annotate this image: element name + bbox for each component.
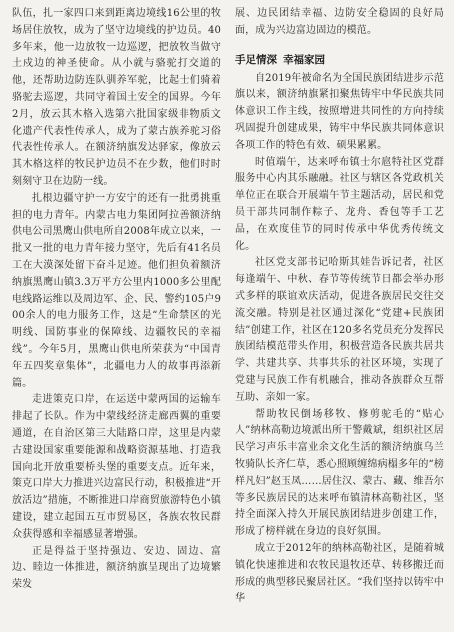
left-paragraph-4: 正是得益于坚持强边、安边、固边、富边、睦边一体推进，额济纳旗呈现出了边境繁荣发 xyxy=(12,545,221,591)
right-paragraph-5: 帮助牧民倒场移牧、修剪驼毛的“贴心人”纳林高勒边境派出所干警戴斌，组织社区居民学习声乐丰富业余文化生活的额济纳旗乌兰牧骑队长齐仁草，悉心照顾缠绵病榻多年的“榜样凡妇”赵玉凤……居住汉、蒙古、藏、维吾尔等多民族居民的达来呼布镇清林高勒社区，坚持全面深入持久开展民族团结进步创建工作，形成了榜样就在身边的良好氛围。 xyxy=(235,408,444,538)
right-paragraph-6: 成立于2012年的纳林高勒社区，是随着城镇化快速推进和农牧民退牧还草、转移搬迁而形成的典型移民聚居社区。“我们坚持以铸牢中华 xyxy=(235,542,444,605)
right-paragraph-4: 社区党支部书记哈斯其娃告诉记者，社区每逢端午、中秋、春节等传统节日都会举办形式多样的联谊欢庆活动，促进各族居民交往交流交融。特别是社区通过深化“党建+民族团结”创建工作，社区在120多名党员充分发挥民族团结模范带头作用，积极营造各民族共居共学、共建共享、共事共乐的社区环境，实现了党建与民族工作有机融合，推动各族群众互帮互助、亲如一家。 xyxy=(235,257,444,403)
left-paragraph-1: 队伍，扎一家四口来到距离边境线16公里的牧场居住放牧，成为了坚守边境线的护边员。40多年来，他一边放牧一边巡逻，把放牧当做守土戍边的神圣使命。从小就与骆驼打交道的他，还帮助边防连队驯养军驼，比起士们骑着骆驼去巡逻，共同守着国土安全的国界。今年2月，放云其木格入选第六批国家级非物质文化遗产代表性传承人，成为了蒙古族养驼习俗代表性传承人。在额济纳旗发达驿家，像放云其木格这样的牧民护边员不在少数，他们时时刻刻守卫在边防一线。 xyxy=(12,8,221,187)
right-paragraph-2: 自2019年被命名为全国民族团结进步示范旗以来，额济纳旗紧扣聚焦铸牢中华民族共同体意识工作主线，按照增进共同性的方向持续巩固提升创建成果，铸牢中华民族共同体意识各项工作的特色有效、硕果累累。 xyxy=(235,72,444,151)
right-paragraph-3: 时值端午，达来呼布镇士尔扈特社区党群服务中心内其乐融融。社区与辖区各党政机关单位正在联合开展端午节主题活动，居民和党员干部共同制作粽子、龙舟、香包等手工艺品，在欢度佳节的同时传承中华优秀传统文化。 xyxy=(235,156,444,252)
left-column xyxy=(12,6,221,626)
right-column xyxy=(235,6,444,626)
section-label: 手足情深 xyxy=(235,53,277,66)
section-heading xyxy=(235,52,444,67)
left-paragraph-2: 扎根边疆守护一方安宁的还有一批勇挑重担的电力青年。内蒙古电力集团阿拉善额济纳供电公司黑鹰山供电所自2008年成立以来，一批又一批的电力青年接力坚守，先后有41名员工在大漠深处留下奋斗足迹。他们担负着额济纳旗黑鹰山镇3.3万平方公里内1000多公里配电线路运维以及周边军、企、民、警约105户900余人的电力服务工作，这是“生命禁区的光明线、国防事业的保障线、边疆牧民的幸福线”。今年5月，黑鹰山供电所荣获为“中国青年五四奖章集体”，北疆电力人的故事再添新篇。 xyxy=(12,192,221,389)
right-paragraph-1: 展、边民团结幸福、边防安全稳固的良好局面，成为兴边富边固边的模范。 xyxy=(235,8,444,36)
left-paragraph-3: 走进策克口岸，在运送中蒙两国的运输车排起了长队。作为中蒙线经济走廊西翼的重要通道，在自治区第三大陆路口岸，这里是内蒙古建设国家重要能源和战略资源基地、打造我国向北开放重要桥头堡的重要支点。近年来，策克口岸大力推进兴边富民行动，积极推进“开放活边”措施，不断推进口岸商贸旅游特色小镇建设，建立起国五互市贸易区，各族农牧民群众获得感和幸福感显著增强。 xyxy=(12,394,221,540)
section-title: 幸福家园 xyxy=(283,53,325,66)
